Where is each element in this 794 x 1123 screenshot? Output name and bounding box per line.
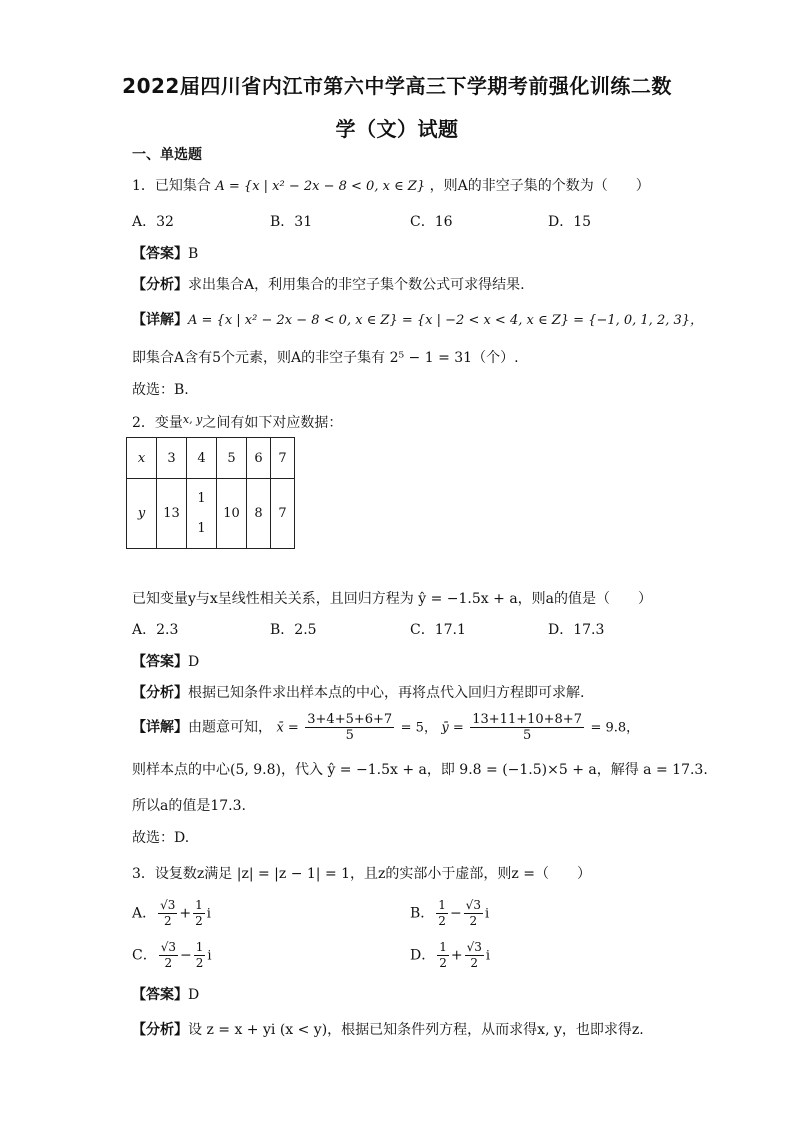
imaginary-unit: i xyxy=(206,906,211,922)
table-row-x xyxy=(127,438,295,479)
table-label-x: x xyxy=(127,438,157,479)
q2-option-b: B．2.5 xyxy=(270,622,317,638)
answer-tag: 【答案】 xyxy=(132,987,188,1003)
denominator: 2 xyxy=(195,914,203,928)
imaginary-unit: i xyxy=(484,906,490,922)
q2-stem-vars: x, y xyxy=(182,413,203,426)
analysis-tag: 【分析】 xyxy=(132,277,188,293)
xbar-lhs: x̄ = xyxy=(276,720,299,736)
q3-analysis xyxy=(132,1020,644,1040)
operator: + xyxy=(450,947,463,964)
page-title-line1: 2022届四川省内江市第六中学高三下学期考前强化训练二数 xyxy=(122,74,672,98)
denominator: 2 xyxy=(439,956,447,970)
ybar-denominator: 5 xyxy=(522,728,532,743)
q1-analysis-text: 求出集合A，利用集合的非空子集个数公式可求得结果. xyxy=(188,277,525,293)
table-cell: 3 xyxy=(157,438,187,479)
xbar-numerator: 3+4+5+6+7 xyxy=(307,712,393,727)
option-label: C． xyxy=(132,947,157,964)
fraction xyxy=(194,940,206,971)
fraction xyxy=(193,898,205,929)
q2-analysis-text: 根据已知条件求出样本点的中心，再将点代入回归方程即可求解. xyxy=(188,685,585,701)
q1-option-c: C．16 xyxy=(410,214,453,230)
ybar-result: = 9.8， xyxy=(590,720,640,736)
q3-option-a xyxy=(132,898,211,929)
q2-condition: 已知变量y与x呈线性相关关系，且回归方程为 ŷ = −1.5x + a，则a的值是（ ） xyxy=(132,591,653,607)
q2-detail3: 所以a的值是17.3. xyxy=(132,798,246,814)
denominator: 2 xyxy=(470,956,479,970)
table-cell: 8 xyxy=(247,479,271,549)
q1-detail xyxy=(132,310,703,331)
option-label: B． xyxy=(410,905,435,922)
table-cell: 13 xyxy=(157,479,187,549)
q3-analysis-text: 设 z = x + yi (x < y)，根据已知条件列方程，从而求得x, y，也即求得z. xyxy=(188,1022,644,1038)
detail-tag: 【详解】 xyxy=(132,719,188,736)
numerator: 1 xyxy=(195,940,204,954)
answer-tag: 【答案】 xyxy=(132,246,188,262)
imaginary-unit: i xyxy=(207,948,212,964)
table-cell: 7 xyxy=(271,438,295,479)
q1-conclusion: 故选：B. xyxy=(132,382,189,398)
q1-option-d: D．15 xyxy=(548,214,592,230)
q1-stem-post: ，则A的非空子集的个数为（ ） xyxy=(429,178,650,194)
q1-stem-pre: 1．已知集合 xyxy=(132,178,211,194)
xbar-denominator: 5 xyxy=(345,728,354,743)
table-cell: 5 xyxy=(217,438,247,479)
q2-answer xyxy=(132,652,199,672)
operator: − xyxy=(180,947,192,964)
q2-option-d: D．17.3 xyxy=(548,622,605,638)
q2-option-c: C．17.1 xyxy=(410,622,466,638)
q2-answer-value: D xyxy=(188,654,200,670)
fraction xyxy=(436,898,448,929)
imaginary-unit: i xyxy=(485,948,491,964)
operator: − xyxy=(449,905,462,922)
table-row-y xyxy=(127,479,295,549)
q1-option-b: B．31 xyxy=(270,214,313,230)
q3-option-c xyxy=(132,940,212,971)
table-cell: 1 1 xyxy=(187,479,217,549)
q1-detail2: 即集合A含有5个元素，则A的非空子集有 2⁵ − 1 = 31（个）. xyxy=(132,350,519,366)
q2-data-table xyxy=(126,437,295,549)
q3-option-b xyxy=(410,898,489,929)
detail-tag: 【详解】 xyxy=(132,312,188,328)
operator: + xyxy=(179,905,192,922)
q2-conclusion: 故选：D. xyxy=(132,830,190,846)
denominator: 2 xyxy=(164,956,173,970)
ybar-lhs: ȳ = xyxy=(441,720,464,736)
numerator: √3 xyxy=(160,940,176,954)
q3-option-d xyxy=(410,940,490,971)
numerator: √3 xyxy=(465,898,481,912)
fraction xyxy=(159,940,178,971)
answer-tag: 【答案】 xyxy=(132,654,188,670)
option-label: D． xyxy=(410,947,436,964)
fraction xyxy=(465,940,484,971)
numerator: 1 xyxy=(195,898,203,912)
ybar-numerator: 13+11+10+8+7 xyxy=(472,712,582,727)
fraction xyxy=(158,898,177,929)
denominator: 2 xyxy=(163,914,172,928)
q1-set-expr: A = {x | x² − 2x − 8 < 0, x ∈ Z} xyxy=(215,179,426,194)
numerator: √3 xyxy=(160,898,176,912)
q1-stem xyxy=(132,176,650,197)
q3-stem: 3．设复数z满足 |z| = |z − 1| = 1，且z的实部小于虚部，则z =（ ） xyxy=(132,866,591,882)
xbar-result: = 5， xyxy=(400,720,437,736)
analysis-tag: 【分析】 xyxy=(132,685,188,701)
q1-analysis xyxy=(132,275,525,295)
analysis-tag: 【分析】 xyxy=(132,1022,188,1038)
q2-stem-pre: 2．变量 xyxy=(132,415,183,431)
numerator: 1 xyxy=(438,898,446,912)
xbar-fraction xyxy=(305,712,394,743)
q2-stem xyxy=(132,410,342,433)
q2-stem-post: 之间有如下对应数据： xyxy=(202,415,343,431)
q3-answer-value: D xyxy=(188,987,200,1003)
table-cell: 6 xyxy=(247,438,271,479)
q2-detail xyxy=(132,712,639,744)
page-title-line2: 学（文）试题 xyxy=(335,117,459,141)
section-heading: 一、单选题 xyxy=(132,147,202,163)
q1-answer-value: B xyxy=(188,246,199,262)
q2-detail2: 则样本点的中心(5, 9.8)，代入 ŷ = −1.5x + a，即 9.8 = (−1.5)×5 + a，解得 a = 17.3. xyxy=(132,762,708,778)
fraction xyxy=(437,940,449,971)
table-cell: 10 xyxy=(217,479,247,549)
q2-detail-pre: 由题意可知， xyxy=(188,719,272,736)
ybar-fraction xyxy=(470,712,584,743)
denominator: 2 xyxy=(469,914,478,928)
option-label: A． xyxy=(132,905,157,922)
q1-detail-text: A = {x | x² − 2x − 8 < 0, x ∈ Z} = {x | −2 < x < 4, x ∈ Z} = {−1, 0, 1, 2, 3}， xyxy=(188,313,704,328)
fraction xyxy=(464,898,483,929)
q1-answer xyxy=(132,244,198,264)
numerator: √3 xyxy=(466,940,482,954)
table-label-y: y xyxy=(127,479,157,549)
q3-answer xyxy=(132,985,199,1005)
q1-option-a: A．32 xyxy=(132,214,174,230)
table-cell: 4 xyxy=(187,438,217,479)
numerator: 1 xyxy=(439,940,447,954)
q2-analysis xyxy=(132,683,584,703)
denominator: 2 xyxy=(195,956,204,970)
denominator: 2 xyxy=(438,914,446,928)
q2-option-a: A．2.3 xyxy=(132,622,179,638)
table-cell: 7 xyxy=(271,479,295,549)
